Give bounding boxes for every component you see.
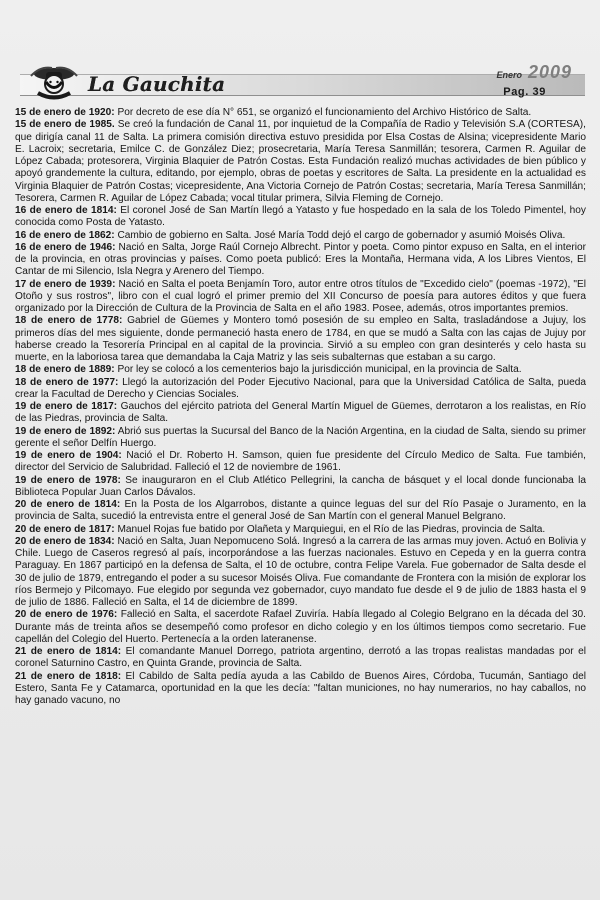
entry-date: 18 de enero de 1778: (15, 315, 123, 327)
entry-date: 16 de enero de 1862: (15, 229, 115, 241)
list-item (15, 609, 586, 646)
list-item (15, 450, 586, 475)
list-item (15, 377, 586, 402)
page-title: La Gauchita (88, 72, 226, 96)
entry-text: Gabriel de Güemes y Montero tomó posesión de su empleo en Salta, trasladándose a Jujuy, los primeros días del mes siguiente, donde permaneció hasta enero de 1784, en que se mudó a Salta con las cajas de Jujuy por haberse creado la Tesorería Principal en al capital de la provincia. Sirvió a su empleo con gran desinterés y celo hasta su muerte, en la laboriosa tarea que demandaba la Caja Matriz y las seis subalternas que estaban a su cargo. (15, 315, 586, 363)
entry-text: Manuel Rojas fue batido por Olañeta y Marquiegui, en el Río de las Piedras, provincia de Salta. (117, 523, 546, 535)
entry-text: Llegó la autorización del Poder Ejecutivo Nacional, para que la Universidad Católica de Salta, pueda crear la Facultad de Derecho y Ciencias Sociales. (15, 376, 586, 400)
list-item (15, 671, 586, 708)
entry-text: Por ley se colocó a los cementerios bajo la jurisdicción municipal, en la provincia de Salta. (117, 364, 522, 376)
list-item (15, 475, 586, 500)
entry-date: 18 de enero de 1977: (15, 376, 119, 388)
list-item (15, 205, 586, 230)
entry-date: 15 de enero de 1985. (15, 119, 115, 131)
list-item (15, 646, 586, 671)
entry-date: 18 de enero de 1889: (15, 364, 115, 376)
list-item (15, 107, 586, 119)
entry-date: 19 de enero de 1892: (15, 425, 116, 437)
entry-date: 16 de enero de 1814: (15, 205, 117, 216)
entry-date: 19 de enero de 1904: (15, 450, 122, 461)
entry-date: 17 de enero de 1939: (15, 278, 116, 290)
entry-text: Cambio de gobierno en Salta. José María Todd dejó el cargo de gobernador y asumió Moisés Oliva. (117, 229, 566, 241)
entry-text: Falleció en Salta, el sacerdote Rafael Zuviría. Había llegado al Colegio Belgrano en la década del 30. Durante más de treinta años se desempeñó como profesor en dicho colegio y en los últimos tiempos como secretario. Fue capellán del Colegio del Huerto. Pertenecía a la orden lateranense. (15, 609, 586, 645)
entry-text: El Cabildo de Salta pedía ayuda a las Cabildo de Buenos Aires, Córdoba, Tucumán, Santiago del Estero, Santa Fe y Catamarca, oportunidad en la que les decía: "faltan municiones, no hay numerarios, no hay caballos, no hay ganado vacuno, no (15, 670, 586, 706)
list-item (15, 536, 586, 610)
entry-text: Nació el Dr. Roberto H. Samson, quien fue presidente del Círculo Medico de Salta. Fue también, director del Servicio de Salubridad. Falleció el 12 de noviembre de 1961. (15, 450, 586, 474)
list-item (15, 119, 586, 205)
entry-text: En la Posta de los Algarrobos, distante a quince leguas del sur del Río Pasaje o Juramento, en la provincia de Salta, sucedió la entrevista entre el general José de San Martín con el general Manuel Belgrano. (15, 499, 586, 523)
list-item (15, 364, 586, 376)
list-item (15, 279, 586, 316)
entry-date: 21 de enero de 1818: (15, 670, 122, 682)
gaucho-logo-icon (28, 62, 80, 100)
list-item (15, 524, 586, 536)
entry-text: Gauchos del ejército patriota del General Martín Miguel de Güemes, derrotaron a los realistas, en Río de las Piedras, provincia de Salta. (15, 401, 586, 425)
list-item (15, 242, 586, 279)
page-number: Pag. 39 (503, 86, 546, 98)
entry-text: Nació en Salta el poeta Benjamín Toro, autor entre otros títulos de "Excedido cielo" (poemas -1972), "El Otoño y sus rostros", libro con el cual logró el primer premio del XII Concurso de poesía para autores éditos y que fuera organizado por la Dirección de Cultura de la Provincia de Salta en el año 1983. Posee, además, otros importantes premios. (15, 278, 586, 314)
entry-date: 20 de enero de 1834: (15, 535, 115, 547)
entry-text: Nació en Salta, Juan Nepomuceno Solá. Ingresó a la carrera de las armas muy joven. Actuó en Bolivia y Chile. Luego de Caseros regresó al país, incorporándose a las fuerzas nacionales. Estuvo en Cepeda y en la guerra contra Paraguay. En 1867 participó en la defensa de Salta, el 10 de octubre, contra Felipe Varela. Fue gobernador de Salta desde el 30 de julio de 1879, entregando el poder a su sucesor Moisés Oliva. Fue comandante de Frontera con la misión de explorar los ríos Bermejo y Pilcomayo. Fue elegido por segunda vez gobernador, cuyo mandato fue desde el 9 de julio de 1883 hasta el 9 de julio de 1886. Falleció en Salta, el 14 de diciembre de 1899. (15, 535, 586, 608)
list-item (15, 230, 586, 242)
list-item (15, 401, 586, 426)
entry-text: Por decreto de ese día N° 651, se organizó el funcionamiento del Archivo Histórico de Salta. (117, 107, 532, 118)
entry-text: Nació en Salta, Jorge Raúl Cornejo Albrecht. Pintor y poeta. Como pintor expuso en Salta, en el interior de la provincia, en otras provincias y países. Como poeta publicó: Eres la Montaña, Hermana vida, A los Libres Vientos, El Cantar de mi Silencio, Isla Negra y Arenero del Tiempo. (15, 241, 586, 278)
entry-date: 16 de enero de 1946: (15, 241, 116, 253)
issue-year: 2009 (527, 62, 572, 82)
entry-text: Se inauguraron en el Club Atlético Pellegrini, la cancha de básquet y el local donde funcionaba la Biblioteca Popular Juan Carlos Dávalos. (15, 474, 586, 498)
entry-text: Se creó la fundación de Canal 11, por inquietud de la Compañía de Radio y Televisión S.A (CORTESA), que dirigía canal 11 de Salta. La primera comisión directiva estuvo presidida por Elsa Costas de Alsina; vicepresidente Mario E. Lacroix; secretaria, Emilce C. de González Diez; prosecretaria, María Teresa Sanmillán; tesorera, Carmen R. Aguilar de López Cabada; protesorera, Virginia Blaquier de Patrón Costas. Esta Fundación realizó muchas actividades de bien público y apoyó grandemente la cultura, editando, por ejemplo, obras de poetas y escritores de Salta. La presidente en la actualidad es Virginia Blaquier de Patrón Costas; vicepresidente, Ana Victoria Cornejo de Patrón Costas; secretaria, María Teresa Sanmillán; Tesorera, Carmen R. Aguilar de López Cabada; vocal titular primera, Silvia Fleming de Cornejo. (15, 119, 586, 204)
entry-text: El comandante Manuel Dorrego, patriota argentino, derrotó a las tropas realistas mandadas por el coronel Saturnino Castro, en Quinta Grande, provincia de Salta. (15, 646, 586, 670)
entry-date: 20 de enero de 1976: (15, 609, 118, 621)
issue-date (496, 62, 572, 83)
entry-date: 19 de enero de 1817: (15, 401, 118, 412)
entry-date: 20 de enero de 1814: (15, 499, 121, 510)
entry-date: 15 de enero de 1920: (15, 107, 115, 118)
masthead (20, 58, 582, 104)
entry-date: 20 de enero de 1817: (15, 523, 115, 535)
issue-month: Enero (496, 70, 522, 80)
entry-text: Abrió sus puertas la Sucursal del Banco de la Nación Argentina, en la ciudad de Salta, siendo su primer gerente el señor Delfín Huergo. (15, 425, 586, 449)
list-item (15, 499, 586, 524)
entry-text: El coronel José de San Martín llegó a Yatasto y fue hospedado en la sala de los Toledo Pimentel, hoy conocida como Posta de Yatasto. (15, 205, 586, 229)
entry-date: 19 de enero de 1978: (15, 474, 121, 486)
article-text (15, 107, 586, 707)
list-item (15, 315, 586, 364)
list-item (15, 426, 586, 451)
entry-date: 21 de enero de 1814: (15, 646, 122, 657)
